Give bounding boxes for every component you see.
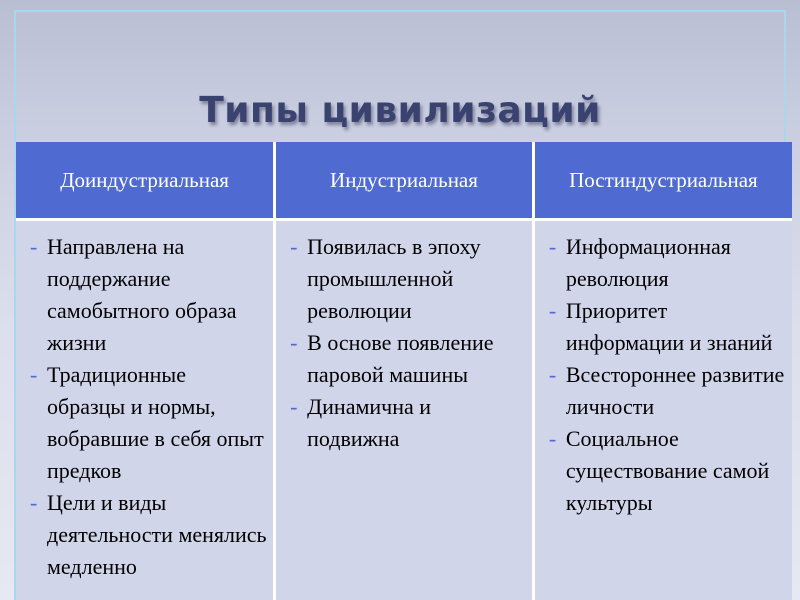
cell-industrial	[275, 220, 534, 600]
list-item: - Приоритет информации и знаний	[535, 295, 788, 359]
list-item: - Появилась в эпоху промышленной революции	[276, 231, 528, 327]
preindustrial-list	[16, 231, 273, 583]
list-item: - Всестороннее развитие личности	[535, 359, 788, 423]
table-body-row	[16, 220, 792, 600]
header-industrial: Индустриальная	[275, 142, 534, 220]
list-item: - Социальное существование самой культуры	[535, 423, 788, 519]
cell-preindustrial	[16, 220, 275, 600]
postindustrial-list	[535, 231, 792, 519]
slide-title: Типы цивилизаций	[199, 90, 601, 132]
list-item: - Информационная революция	[535, 231, 788, 295]
list-item: - Цели и виды деятельности менялись медленно	[16, 487, 269, 583]
header-postindustrial: Постиндустриальная	[533, 142, 792, 220]
list-item: - Направлена на поддержание самобытного образа жизни	[16, 231, 269, 359]
list-item: - Динамична и подвижна	[276, 391, 528, 455]
industrial-list	[276, 231, 532, 455]
civilization-types-table	[16, 142, 792, 600]
list-item: - В основе появление паровой машины	[276, 327, 528, 391]
list-item: - Традиционные образцы и нормы, вобравшие в себя опыт предков	[16, 359, 269, 487]
table-header-row	[16, 142, 792, 220]
cell-postindustrial	[533, 220, 792, 600]
frame-top-line	[14, 10, 786, 12]
header-preindustrial: Доиндустриальная	[16, 142, 275, 220]
